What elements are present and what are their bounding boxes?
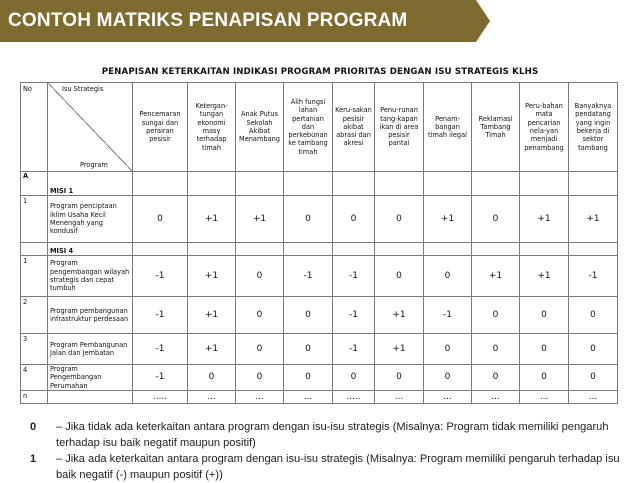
- score-cell: ...: [472, 390, 520, 403]
- score-cell: +1: [236, 196, 284, 243]
- score-cell: +1: [188, 256, 236, 297]
- empty-cell: [375, 172, 424, 196]
- score-cell: 0: [236, 256, 284, 297]
- empty-cell: [284, 243, 333, 256]
- empty-cell: [133, 172, 188, 196]
- score-cell: 0: [375, 196, 424, 243]
- score-cell: 0: [284, 365, 333, 391]
- header-issue: Anak Putus Sekolah Akibat Menambang: [236, 83, 284, 172]
- empty-cell: [188, 243, 236, 256]
- section-label: MISI 4: [48, 243, 133, 256]
- score-cell: 0: [424, 365, 472, 391]
- score-cell: -1: [424, 297, 472, 334]
- score-cell: ...: [520, 390, 569, 403]
- empty-cell: [133, 243, 188, 256]
- section-row: [21, 243, 618, 256]
- score-cell: 0: [520, 297, 569, 334]
- score-cell: ...: [236, 390, 284, 403]
- score-cell: 0: [569, 297, 618, 334]
- note-key: 1: [30, 453, 37, 465]
- score-cell: 0: [375, 365, 424, 391]
- program-label: Program penciptaan iklim Usaha Kecil Menengah yang kondusif: [48, 196, 133, 243]
- score-cell: 0: [520, 334, 569, 365]
- screening-matrix-table: [20, 82, 618, 404]
- empty-cell: [569, 172, 618, 196]
- note-text: – Jika ada keterkaitan antara program dengan isu-isu strategis (Misalnya: Program memiliki pengaruh terhadap isu baik negatif (-) maupun positif (+)): [56, 453, 620, 481]
- section-row: [21, 172, 618, 196]
- score-cell: 0: [472, 365, 520, 391]
- score-cell: +1: [472, 256, 520, 297]
- empty-cell: [472, 243, 520, 256]
- score-cell: ...: [188, 390, 236, 403]
- header-row: [21, 83, 618, 172]
- header-issue: Penu-runan tang-kapan ikan di area pesisir pantai: [375, 83, 424, 172]
- score-cell: +1: [375, 297, 424, 334]
- empty-cell: [284, 172, 333, 196]
- table-title: PENAPISAN KETERKAITAN INDIKASI PROGRAM PRIORITAS DENGAN ISU STRATEGIS KLHS: [101, 67, 539, 77]
- row-number: n: [21, 390, 48, 403]
- score-cell: +1: [424, 196, 472, 243]
- row-number: 3: [21, 334, 48, 365]
- score-cell: 0: [133, 196, 188, 243]
- header-issue: Alih fungsi lahan pertanian dan perkebunan ke tambang timah: [284, 83, 333, 172]
- header-program-label: Program: [80, 160, 108, 169]
- score-cell: 0: [520, 365, 569, 391]
- score-cell: -1: [333, 256, 375, 297]
- score-cell: 0: [284, 196, 333, 243]
- program-row: [21, 390, 618, 403]
- score-cell: ...: [375, 390, 424, 403]
- program-row: [21, 365, 618, 391]
- program-label: Program pembangunan infrastruktur perdesaan: [48, 297, 133, 334]
- header-issue: Banyaknya pendatang yang ingin bekerja di sektor tambang: [569, 83, 618, 172]
- score-cell: +1: [520, 256, 569, 297]
- score-cell: 0: [188, 365, 236, 391]
- program-label: Program pengembangan wilayah strategis dan cepat tumbuh: [48, 256, 133, 297]
- row-number: [21, 243, 48, 256]
- program-row: [21, 256, 618, 297]
- score-cell: 0: [236, 334, 284, 365]
- row-number: 1: [21, 196, 48, 243]
- header-issue: Peru-bahan mata pencarian nela-yan menjadi penambang: [520, 83, 569, 172]
- score-cell: +1: [569, 196, 618, 243]
- score-cell: 0: [472, 297, 520, 334]
- score-cell: 0: [333, 365, 375, 391]
- empty-cell: [520, 172, 569, 196]
- legend-notes: [30, 419, 630, 483]
- row-number: 2: [21, 297, 48, 334]
- empty-cell: [375, 243, 424, 256]
- program-label: [48, 390, 133, 403]
- score-cell: 0: [569, 365, 618, 391]
- empty-cell: [333, 172, 375, 196]
- empty-cell: [236, 172, 284, 196]
- banner-arrow-shape: [476, 0, 490, 42]
- note-one: [30, 451, 630, 483]
- score-cell: 0: [284, 297, 333, 334]
- row-number: A: [21, 172, 48, 196]
- score-cell: -1: [133, 297, 188, 334]
- row-number: 1: [21, 256, 48, 297]
- score-cell: 0: [284, 334, 333, 365]
- score-cell: ...: [569, 390, 618, 403]
- score-cell: 0: [375, 256, 424, 297]
- header-issue: Pencemaran sungai dan perairan pesisir: [133, 83, 188, 172]
- note-zero: [30, 419, 630, 451]
- score-cell: 0: [236, 365, 284, 391]
- score-cell: 0: [236, 297, 284, 334]
- empty-cell: [472, 172, 520, 196]
- header-issue: Keru-sakan pesisir akibat abrasi dan akresi: [333, 83, 375, 172]
- score-cell: ...: [284, 390, 333, 403]
- program-row: [21, 297, 618, 334]
- score-cell: -1: [284, 256, 333, 297]
- score-cell: 0: [472, 196, 520, 243]
- note-text: – Jika tidak ada keterkaitan antara program dengan isu-isu strategis (Misalnya: Program tidak memiliki pengaruh terhadap isu baik negatif maupun positif): [56, 421, 609, 449]
- score-cell: -1: [333, 334, 375, 365]
- header-issue: Reklamasi Tambang Timah: [472, 83, 520, 172]
- empty-cell: [424, 243, 472, 256]
- score-cell: .....: [133, 390, 188, 403]
- section-label: MISI 1: [48, 172, 133, 196]
- score-cell: 0: [472, 334, 520, 365]
- score-cell: +1: [188, 334, 236, 365]
- empty-cell: [520, 243, 569, 256]
- score-cell: -1: [569, 256, 618, 297]
- empty-cell: [424, 172, 472, 196]
- note-key: 0: [30, 421, 37, 433]
- program-row: [21, 334, 618, 365]
- empty-cell: [333, 243, 375, 256]
- program-label: Program Pengembangan Perumahan: [48, 365, 133, 391]
- score-cell: +1: [188, 196, 236, 243]
- score-cell: +1: [375, 334, 424, 365]
- empty-cell: [236, 243, 284, 256]
- header-issue: Penam-bangan timah ilegal: [424, 83, 472, 172]
- score-cell: -1: [133, 334, 188, 365]
- program-label: Program Pembangunan Jalan dan Jembatan: [48, 334, 133, 365]
- score-cell: 0: [333, 196, 375, 243]
- title-banner: [0, 0, 476, 42]
- score-cell: 0: [424, 334, 472, 365]
- score-cell: 0: [424, 256, 472, 297]
- header-corner-cell: [48, 83, 133, 172]
- slide-title: CONTOH MATRIKS PENAPISAN PROGRAM: [8, 10, 408, 31]
- score-cell: -1: [133, 365, 188, 391]
- score-cell: +1: [188, 297, 236, 334]
- header-no: No: [21, 83, 48, 172]
- score-cell: ...: [424, 390, 472, 403]
- score-cell: .....: [333, 390, 375, 403]
- empty-cell: [569, 243, 618, 256]
- header-isu-label: Isu Strategis: [62, 85, 104, 93]
- row-number: 4: [21, 365, 48, 391]
- score-cell: 0: [569, 334, 618, 365]
- score-cell: -1: [333, 297, 375, 334]
- matrix-body: [21, 172, 618, 404]
- program-row: [21, 196, 618, 243]
- header-issue: Ketergan-tungan ekonomi masy terhadap timah: [188, 83, 236, 172]
- score-cell: -1: [133, 256, 188, 297]
- empty-cell: [188, 172, 236, 196]
- score-cell: +1: [520, 196, 569, 243]
